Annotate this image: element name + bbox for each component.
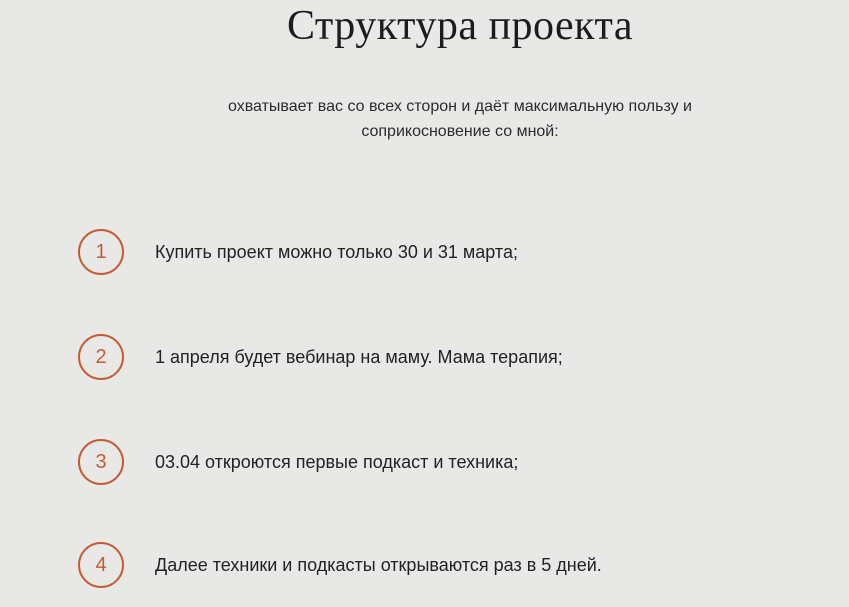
item-text: 03.04 откроются первые подкаст и техника; — [155, 451, 519, 472]
list-item — [78, 229, 518, 275]
item-number-badge: 4 — [78, 542, 124, 588]
page-title: Структура проекта — [286, 3, 634, 49]
section-header — [75, 2, 845, 144]
item-number-badge: 2 — [78, 334, 124, 380]
item-text: Купить проект можно только 30 и 31 марта; — [155, 241, 518, 262]
item-text: 1 апреля будет вебинар на маму. Мама терапия; — [155, 346, 563, 367]
subtitle-line-2: соприкосновение со мной: — [361, 123, 559, 140]
item-number-badge: 3 — [78, 439, 124, 485]
item-text: Далее техники и подкасты открываются раз в 5 дней. — [155, 554, 602, 575]
list-item — [78, 334, 563, 380]
subtitle — [75, 94, 845, 144]
item-number-badge: 1 — [78, 229, 124, 275]
list-item — [78, 542, 602, 588]
subtitle-line-1: охватывает вас со всех сторон и даёт максимальную пользу и — [228, 98, 692, 115]
list-item — [78, 439, 518, 485]
